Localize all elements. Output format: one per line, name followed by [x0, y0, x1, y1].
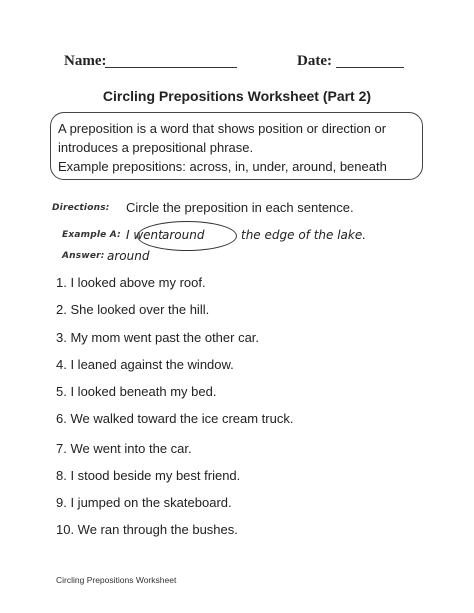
definition-box — [50, 112, 423, 180]
example-label: Example A: — [62, 230, 121, 240]
sentence-item: 9. I jumped on the skateboard. — [56, 495, 232, 510]
date-label: Date: — [297, 53, 332, 69]
sentence-item: 8. I stood beside my best friend. — [56, 468, 241, 483]
footer-text: Circling Prepositions Worksheet — [56, 575, 177, 585]
directions-text: Circle the preposition in each sentence. — [126, 200, 354, 215]
sentence-item: 7. We went into the car. — [56, 441, 192, 456]
example-before: I went — [126, 228, 163, 242]
answer-label: Answer: — [62, 251, 105, 261]
answer-text: around — [107, 249, 150, 263]
sentence-item: 10. We ran through the bushes. — [56, 522, 238, 537]
name-label: Name: — [64, 53, 107, 69]
sentence-item: 4. I leaned against the window. — [56, 357, 234, 372]
sentence-item: 6. We walked toward the ice cream truck. — [56, 411, 294, 426]
sentence-item: 1. I looked above my roof. — [56, 275, 206, 290]
definition-line-1: A preposition is a word that shows position or direction or — [58, 121, 387, 136]
definition-line-2: introduces a prepositional phrase. — [58, 140, 254, 155]
directions-label: Directions: — [52, 203, 110, 213]
example-after: the edge of the lake. — [241, 228, 367, 242]
sentence-item: 3. My mom went past the other car. — [56, 330, 260, 345]
sentence-item: 2. She looked over the hill. — [56, 302, 210, 317]
worksheet-title: Circling Prepositions Worksheet (Part 2) — [102, 88, 372, 104]
example-circled-word: around — [162, 228, 205, 242]
definition-line-3: Example prepositions: across, in, under, around, beneath — [58, 159, 387, 174]
date-line — [336, 67, 404, 68]
name-line — [105, 67, 237, 68]
sentence-item: 5. I looked beneath my bed. — [56, 384, 217, 399]
